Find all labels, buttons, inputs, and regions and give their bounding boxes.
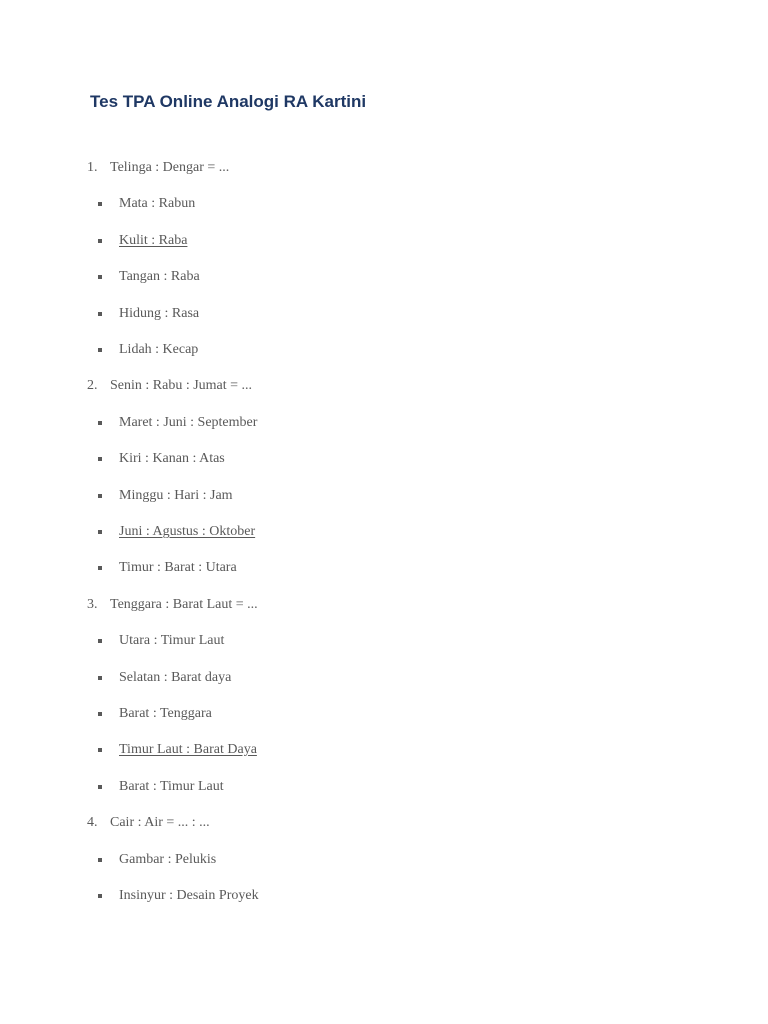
answer-option-text: Utara : Timur Laut bbox=[119, 633, 225, 648]
page-title: Tes TPA Online Analogi RA Kartini bbox=[90, 92, 367, 111]
answer-option-text: Hidung : Rasa bbox=[119, 306, 200, 321]
square-bullet-icon bbox=[98, 785, 102, 789]
question-number: 4. bbox=[87, 815, 98, 830]
answer-option-text: Tangan : Raba bbox=[119, 269, 200, 284]
square-bullet-icon bbox=[98, 239, 102, 243]
square-bullet-icon bbox=[98, 457, 102, 461]
question-text: Tenggara : Barat Laut = ... bbox=[110, 597, 258, 612]
answer-option-text: Lidah : Kecap bbox=[119, 342, 199, 357]
question-number: 2. bbox=[87, 378, 98, 393]
answer-option-text: Gambar : Pelukis bbox=[119, 852, 217, 867]
square-bullet-icon bbox=[98, 566, 102, 570]
square-bullet-icon bbox=[98, 421, 102, 425]
answer-option-text: Kiri : Kanan : Atas bbox=[119, 451, 225, 466]
answer-option-text: Insinyur : Desain Proyek bbox=[119, 888, 259, 903]
answer-option-text-correct: Kulit : Raba bbox=[119, 233, 188, 248]
question-number: 1. bbox=[87, 160, 98, 175]
answer-option-text: Barat : Tenggara bbox=[119, 706, 212, 721]
answer-option-text-correct: Timur Laut : Barat Daya bbox=[119, 742, 257, 757]
square-bullet-icon bbox=[98, 894, 102, 898]
square-bullet-icon bbox=[98, 348, 102, 352]
answer-option-text: Maret : Juni : September bbox=[119, 415, 258, 430]
square-bullet-icon bbox=[98, 748, 102, 752]
square-bullet-icon bbox=[98, 530, 102, 534]
answer-option-text-correct: Juni : Agustus : Oktober bbox=[119, 524, 256, 539]
question-text: Telinga : Dengar = ... bbox=[110, 160, 230, 175]
question-number: 3. bbox=[87, 597, 98, 612]
square-bullet-icon bbox=[98, 676, 102, 680]
question-text: Senin : Rabu : Jumat = ... bbox=[110, 378, 253, 393]
answer-option-text: Minggu : Hari : Jam bbox=[119, 488, 233, 503]
square-bullet-icon bbox=[98, 275, 102, 279]
square-bullet-icon bbox=[98, 858, 102, 862]
answer-option-text: Timur : Barat : Utara bbox=[119, 560, 237, 575]
square-bullet-icon bbox=[98, 494, 102, 498]
square-bullet-icon bbox=[98, 312, 102, 316]
answer-option-text: Selatan : Barat daya bbox=[119, 670, 232, 685]
square-bullet-icon bbox=[98, 639, 102, 643]
question-text: Cair : Air = ... : ... bbox=[110, 815, 210, 830]
square-bullet-icon bbox=[98, 712, 102, 716]
square-bullet-icon bbox=[98, 202, 102, 206]
answer-option-text: Mata : Rabun bbox=[119, 196, 196, 211]
answer-option-text: Barat : Timur Laut bbox=[119, 779, 224, 794]
